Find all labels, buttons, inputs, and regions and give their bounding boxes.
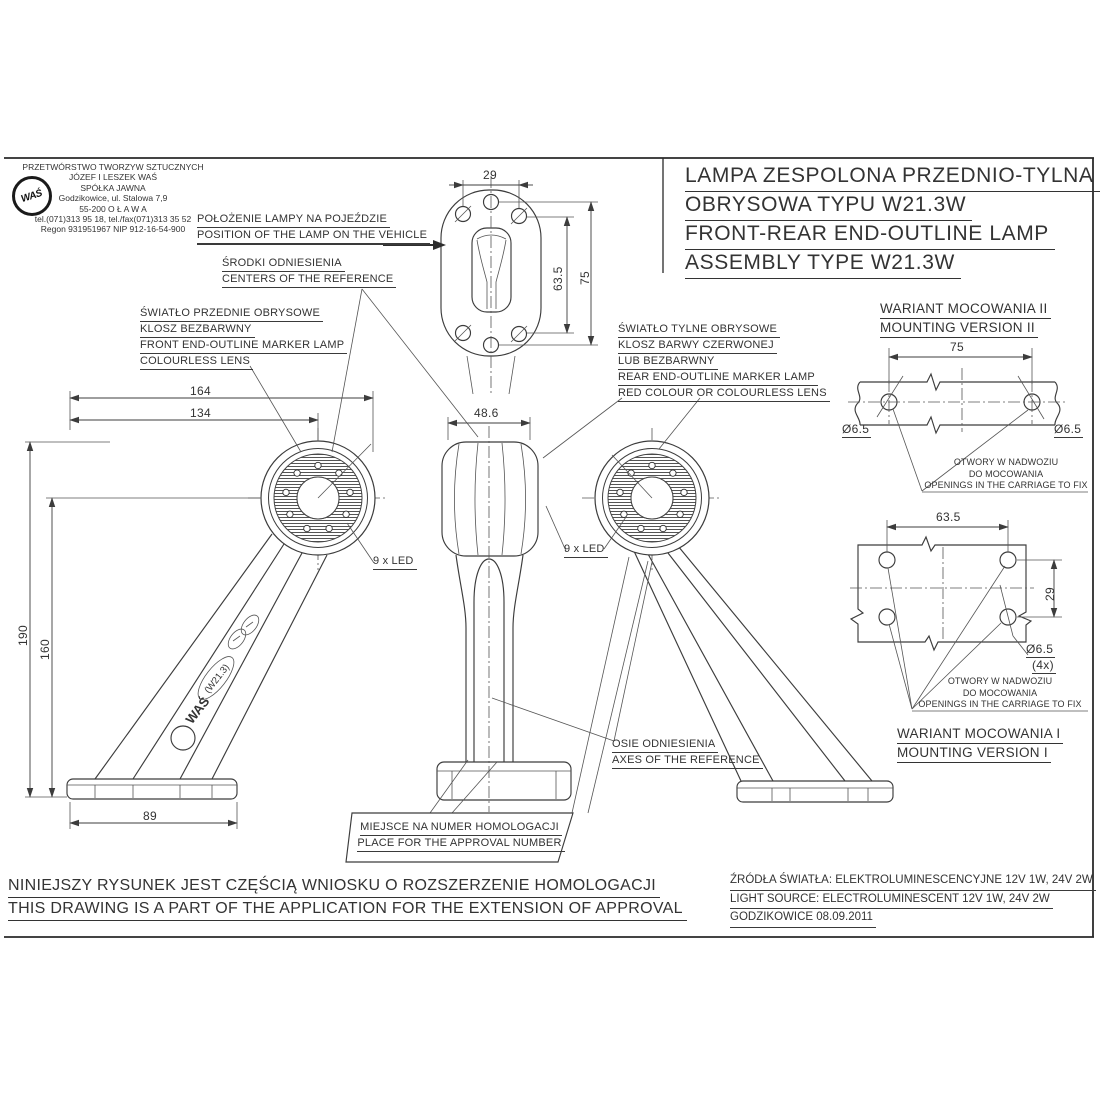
company-line: 55-200 O Ł A W A [79, 203, 147, 214]
rear-lamp-line: KLOSZ BARWY CZERWONEJ [618, 338, 777, 354]
dim-left-total-w: 164 [190, 384, 211, 398]
company-logo-text: WAŚ [20, 187, 44, 205]
axes-label [612, 737, 763, 769]
title-block [685, 163, 1100, 279]
dim-m1-dia-count-text: (4x) [1032, 658, 1054, 672]
light-source-line: LIGHT SOURCE: ELECTROLUMINESCENT 12V 1W, 24V 2W [730, 891, 1053, 910]
approval-label-en: PLACE FOR THE APPROVAL NUMBER [357, 836, 564, 852]
light-source-line: GODZIKOWICE 08.09.2011 [730, 909, 876, 928]
position-label-pl: POŁOŻENIE LAMPY NA POJEŹDZIE [197, 212, 390, 228]
approval-label [352, 820, 570, 852]
title-line: OBRYSOWA TYPU W21.3W [685, 192, 972, 221]
axes-label-en: AXES OF THE REFERENCE [612, 753, 763, 769]
arm-marking [182, 662, 232, 726]
rear-lamp-line: ŚWIATŁO TYLNE OBRYSOWE [618, 322, 780, 338]
arm-brand-text: WAŚ [182, 694, 213, 727]
dim-left-total-h: 190 [16, 625, 30, 646]
light-source-line: ŹRÓDŁA ŚWIATŁA: ELEKTROLUMINESCENCYJNE 12V 1W, 24V 2W [730, 872, 1096, 891]
position-label-en: POSITION OF THE LAMP ON THE VEHICLE [197, 228, 430, 245]
dim-head-width: 48.6 [474, 406, 499, 420]
title-line: ASSEMBLY TYPE W21.3W [685, 250, 961, 279]
center-view [437, 417, 571, 812]
dim-m2-dia-right-text: Ø6.5 [1054, 422, 1082, 436]
mounting2-heading-pl: WARIANT MOCOWANIA II [880, 300, 1051, 319]
led-label-left [373, 554, 417, 570]
mounting1-heading-pl: WARIANT MOCOWANIA I [897, 725, 1063, 744]
title-line: LAMPA ZESPOLONA PRZEDNIO-TYLNA [685, 163, 1100, 192]
mounting2-heading-en: MOUNTING VERSION II [880, 319, 1038, 338]
front-lamp-label [140, 306, 347, 370]
dim-m1-span: 63.5 [936, 510, 961, 524]
dim-m1-dia-text: Ø6.5 [1026, 642, 1054, 656]
position-label [197, 212, 430, 245]
company-block [14, 162, 212, 235]
dim-base-w: 89 [143, 809, 157, 823]
dim-m2-dia-right [1054, 422, 1083, 438]
openings-note-2 [920, 457, 1092, 492]
openings-note-line: OTWORY W NADWOZIU [953, 457, 1059, 467]
dim-m1-rows: 29 [1043, 587, 1057, 601]
rear-lamp-line: REAR END-OUTLINE MARKER LAMP [618, 370, 818, 386]
company-line: Regon 931951967 NIP 912-16-54-900 [40, 224, 186, 235]
front-lamp-line: KLOSZ BEZBARWNY [140, 322, 255, 338]
company-line: JÓZEF I LESZEK WAŚ [68, 172, 157, 183]
openings-note-line: OPENINGS IN THE CARRIAGE TO FIX [924, 480, 1088, 491]
led-label-left-text: 9 x LED [373, 554, 417, 570]
left-view [25, 391, 388, 829]
led-label-right-text: 9 x LED [564, 542, 608, 558]
approval-label-pl: MIEJSCE NA NUMER HOMOLOGACJI [360, 820, 562, 836]
title-line: FRONT-REAR END-OUTLINE LAMP [685, 221, 1055, 250]
footer-statement-pl [8, 877, 660, 898]
top-view [383, 176, 598, 394]
centers-label-en: CENTERS OF THE REFERENCE [222, 272, 396, 288]
footer-statement-pl-text: NINIEJSZY RYSUNEK JEST CZĘŚCIĄ WNIOSKU O ROZSZERZENIE HOMOLOGACJI [8, 877, 660, 898]
openings-note-line: OPENINGS IN THE CARRIAGE TO FIX [918, 699, 1082, 710]
company-line: tel.(071)313 95 18, tel./fax(071)313 35 52 [34, 214, 192, 225]
dim-m1-dia [1026, 642, 1055, 658]
footer-statement-en [8, 900, 687, 921]
company-line: PRZETWÓRSTWO TWORZYW SZTUCZNYCH [22, 162, 204, 172]
openings-note-1 [914, 676, 1086, 711]
centers-label-pl: ŚRODKI ODNIESIENIA [222, 256, 345, 272]
dim-top-width: 29 [483, 168, 497, 182]
mounting1-heading-en: MOUNTING VERSION I [897, 744, 1051, 763]
dim-left-inner-w: 134 [190, 406, 211, 420]
rear-lamp-label [618, 322, 830, 402]
rear-lamp-line: LUB BEZBARWNY [618, 354, 718, 370]
centers-label [222, 256, 396, 288]
openings-note-line: DO MOCOWANIA [968, 468, 1044, 479]
mounting2-heading [880, 300, 1051, 338]
front-lamp-line: COLOURLESS LENS [140, 354, 253, 370]
rear-lamp-line: RED COLOUR OR COLOURLESS LENS [618, 386, 830, 402]
company-line: SPÓŁKA JAWNA [80, 182, 146, 193]
front-lamp-line: ŚWIATŁO PRZEDNIE OBRYSOWE [140, 306, 323, 322]
openings-note-line: DO MOCOWANIA [962, 687, 1038, 698]
dim-top-height: 75 [578, 271, 592, 285]
light-source-note [730, 872, 1096, 928]
dim-m1-dia-count [1032, 658, 1056, 674]
company-line: Godzikowice, ul. Stalowa 7,9 [58, 193, 168, 204]
front-lamp-line: FRONT END-OUTLINE MARKER LAMP [140, 338, 347, 354]
dim-m2-dia-left-text: Ø6.5 [842, 422, 870, 436]
openings-note-line: OTWORY W NADWOZIU [947, 676, 1053, 686]
axes-label-pl: OSIE ODNIESIENIA [612, 737, 718, 753]
dim-m2-span: 75 [950, 340, 964, 354]
dim-m2-dia-left [842, 422, 871, 438]
dim-left-inner-h: 160 [38, 639, 52, 660]
footer-statement-en-text: THIS DRAWING IS A PART OF THE APPLICATION FOR THE EXTENSION OF APPROVAL [8, 900, 687, 921]
led-label-right [564, 542, 608, 558]
mounting1-heading [897, 725, 1063, 763]
dim-top-holes: 63.5 [551, 266, 565, 291]
arm-type-text: (W21.3) [202, 662, 232, 696]
